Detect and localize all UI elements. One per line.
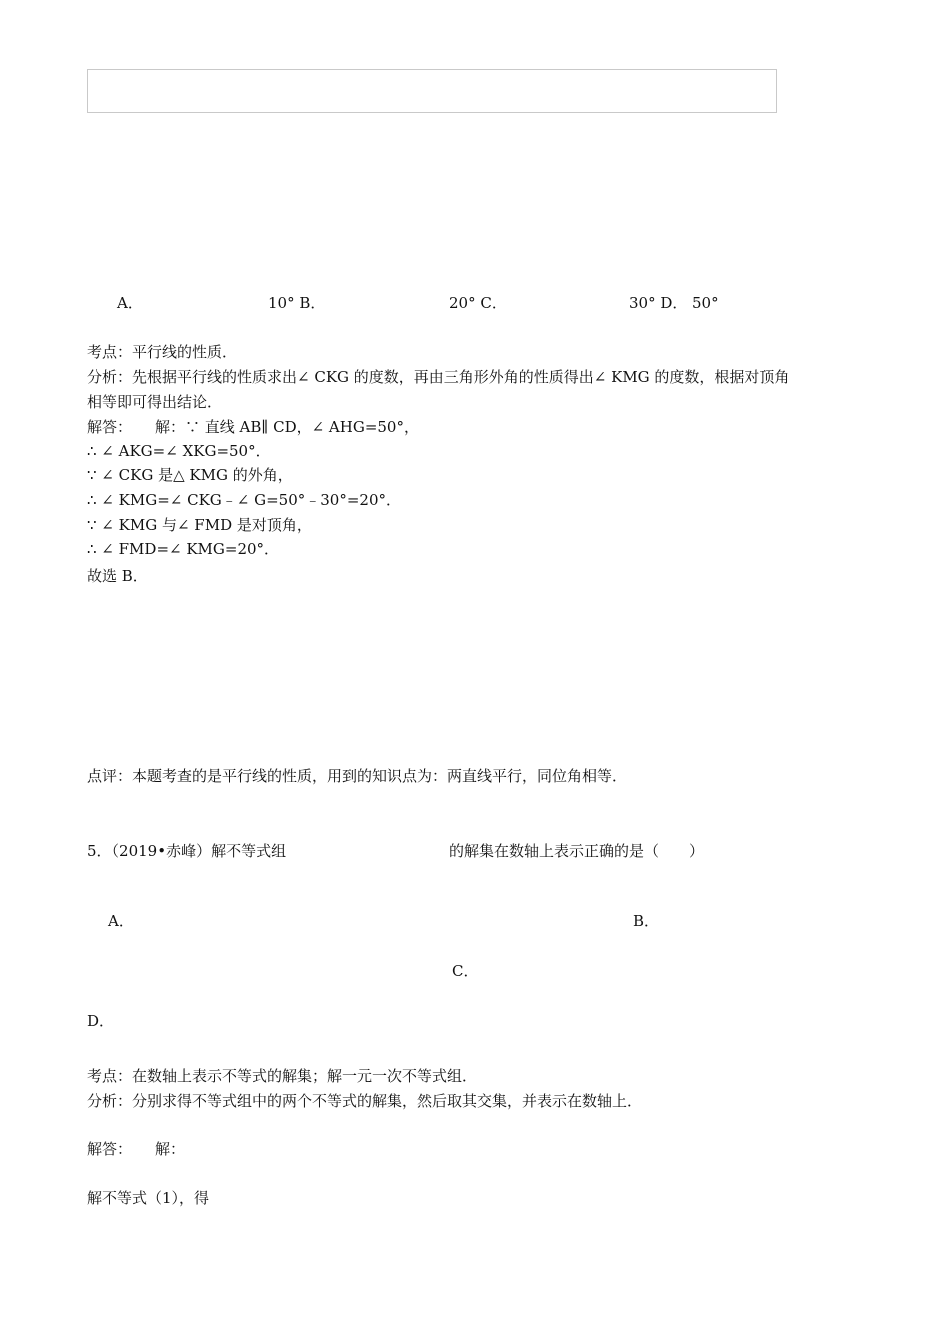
q4-jieda-label: 解答： (87, 418, 133, 436)
q5-fenxi: 分析：分别求得不等式组中的两个不等式的解集，然后取其交集，并表示在数轴上． (87, 1092, 643, 1110)
q5-jieda-label: 解答： (87, 1140, 133, 1158)
q4-option-c-value: 30° D． (629, 294, 688, 312)
q4-fenxi-line1: 分析：先根据平行线的性质求出∠ CKG 的度数，再由三角形外角的性质得出∠ KMG 的度数，根据对顶角 (87, 368, 790, 386)
q5-step-1: 解不等式（1），得 (87, 1189, 210, 1207)
q5-option-c: C． (452, 962, 479, 980)
q4-step-3: ∴ ∠ KMG=∠ CKG﹣∠ G=50°﹣30°=20°． (87, 491, 401, 509)
q4-option-d-value: 50° (692, 294, 719, 312)
q4-step-5: ∴ ∠ FMD=∠ KMG=20°． (87, 540, 280, 558)
q5-stem-part2: 的解集在数轴上表示正确的是（ ） (449, 842, 705, 860)
figure-box (87, 69, 777, 113)
q4-option-a-label: A． (117, 294, 143, 312)
q5-option-d: D． (87, 1012, 115, 1030)
q5-option-b: B． (633, 912, 660, 930)
q4-step-1: ∴ ∠ AKG=∠ XKG=50°． (87, 442, 271, 460)
q4-option-a-value: 10° B． (268, 294, 326, 312)
q4-answer: 故选 B． (87, 567, 148, 585)
q4-jieda-text: 解：∵ 直线 AB∥ CD，∠ AHG=50°， (155, 418, 419, 436)
q5-option-a: A． (108, 912, 134, 930)
q4-step-4: ∵ ∠ KMG 与∠ FMD 是对顶角， (87, 516, 312, 534)
q5-jieda-text: 解： (155, 1140, 186, 1158)
q4-dianping: 点评：本题考查的是平行线的性质，用到的知识点为：两直线平行，同位角相等． (87, 767, 628, 785)
q4-step-2: ∵ ∠ CKG 是△ KMG 的外角， (87, 466, 293, 484)
q5-kaodian: 考点：在数轴上表示不等式的解集；解一元一次不等式组． (87, 1067, 478, 1085)
q4-fenxi-line2: 相等即可得出结论． (87, 393, 223, 411)
q4-kaodian: 考点：平行线的性质． (87, 343, 238, 361)
q4-option-b-value: 20° C． (449, 294, 507, 312)
q5-stem-part1: 5．（2019•赤峰）解不等式组 (87, 842, 287, 860)
